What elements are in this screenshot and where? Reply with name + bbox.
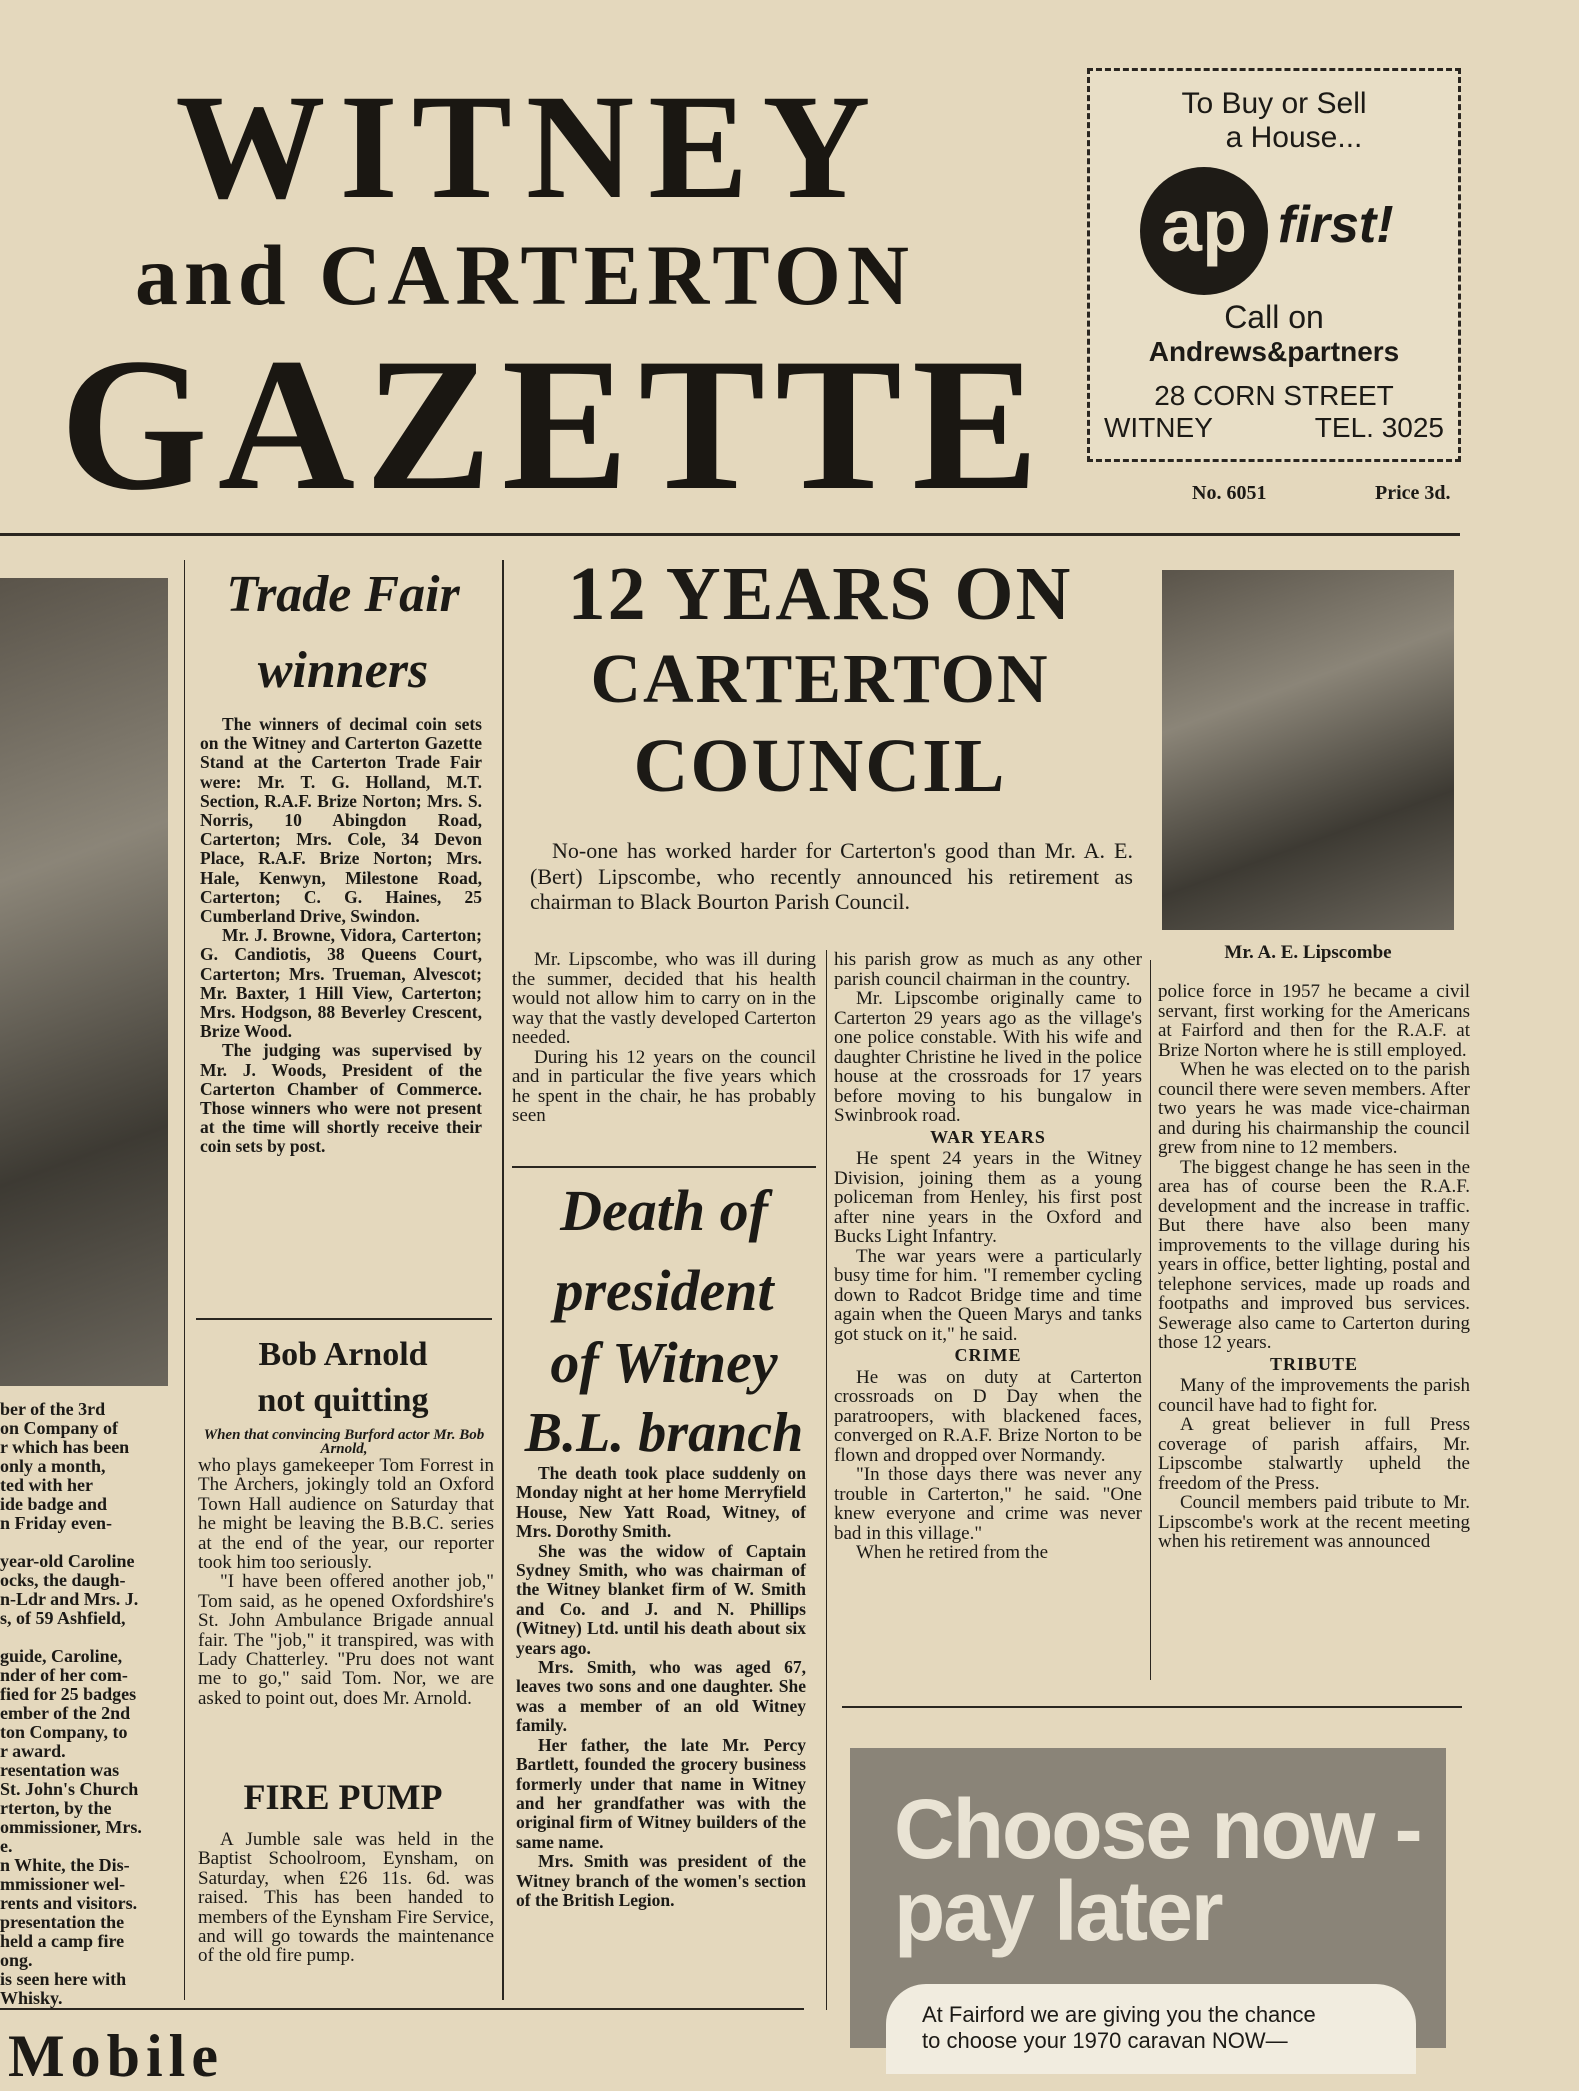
lipscombe-headline-3: COUNCIL	[633, 724, 1007, 808]
lipscombe-intro: No-one has worked harder for Carterton's good than Mr. A. E. (Bert) Lipscombe, who recently announced his retirement as chairman to Black Bourton Parish Council.	[530, 838, 1133, 914]
trade-fair-body: The winners of decimal coin sets on the Witney and Carterton Gazette Stand at the Carterton Trade Fair were: Mr. T. G. Holland, M.T. Section, R.A.F. Brize Norton; Mrs. S. Norris, 10 Abingdon Road, Carterton; Mrs. Cole, 34 Devon Place, R.A.F. Brize Norton; Mrs. Hale, Kenwyn, Milestone Road, Carterton; C. G. Haines, 25 Cumberland Drive, Swindon. Mr. J. Browne, Vidora, Carterton; G. Candiotis, 38 Queens Court, Carterton; Mrs. Trueman, Alvescot; Mr. Baxter, 1 Hill View, Carterton; Mrs. Hodgson, 88 Beverley Crescent, Brize Wood. The judging was supervised by Mr. J. Woods, President of the Carterton Chamber of Commerce. Those winners who were not present at the time will shortly receive their coin sets by post.	[200, 714, 482, 1157]
masthead-rule	[0, 533, 1460, 536]
ad-town: WITNEY	[1104, 412, 1213, 443]
ad-house: a House...	[1225, 121, 1363, 154]
left-strip-line: rents and visitors.	[0, 1893, 138, 1913]
ad-choose-now: Choose now -	[894, 1782, 1421, 1876]
death-body: The death took place suddenly on Monday night at her home Merryfield House, New Yatt Road, Witney, of Mrs. Dorothy Smith. She was the widow of Captain Sydney Smith, who was chairman of the Witney blanket firm of W. Smith and Co. and J. and N. Phillips (Witney) Ltd. until his death about six years ago. Mrs. Smith, who was aged 67, leaves two sons and one daughter. She was a member of an old Witney family. Her father, the late Mr. Percy Bartlett, founded the grocery business formerly under that name in Witney and her grandfather was with the original firm of Witney builders of the same name. Mrs. Smith was president of the Witney branch of the women's section of the British Legion.	[516, 1463, 806, 1910]
left-strip-line	[0, 1628, 175, 1647]
death-top-rule	[512, 1166, 816, 1168]
lipscombe-col-1: Mr. Lipscombe, who was ill during the summer, decided that his health would not allow him to carry on in the way that the vastly developed Carterton needed. During his 12 years on the council and in particular the five years which he spent in the chair, he has probably seen	[512, 949, 816, 1126]
war-years-subhead: WAR YEARS	[930, 1126, 1046, 1147]
ad-call-on: Call on	[1224, 299, 1324, 335]
left-strip-line: s, of 59 Ashfield,	[0, 1608, 126, 1628]
left-strip-line: mmissioner wel-	[0, 1874, 126, 1894]
lipscombe-col-2: his parish grow as much as any other parish council chairman in the country. Mr. Lipscombe originally came to Carterton 29 years ago as the village's one police constable. With his wife and daughter Christine he lived in the police house at the crossroads for 17 years before moving to his bungalow in Swinbrook road. WAR YEARS He spent 24 years in the Witney Division, joining them as a young policeman from Henley, his first post after nine years in the Oxford and Bucks Light Infantry. The war years were a particularly busy time for him. "I remember cycling down to Radcot Bridge time and time again when the Queen Marys and tanks got stuck on it," he said. CRIME He was on duty at Carterton crossroads on D Day when the paratroopers, with blackened faces, converged on R.A.F. Brize Norton to be flown and dropped over Normandy. "In those days there was never any trouble in Carterton," he said. "One knew everyone and crime was never bad in this village." When he retired from the	[834, 949, 1142, 1563]
tribute-subhead: TRIBUTE	[1269, 1353, 1359, 1374]
left-strip-line: year-old Caroline	[0, 1551, 135, 1571]
left-strip-line: fied for 25 badges	[0, 1684, 137, 1704]
estate-agent-advert	[1087, 68, 1461, 462]
col-rule-4	[1150, 960, 1151, 1680]
lipscombe-headline-2: CARTERTON	[590, 641, 1050, 718]
ad-first: first!	[1278, 196, 1394, 254]
ad-street: 28 CORN STREET	[1154, 380, 1394, 411]
left-strip-line: n Friday even-	[0, 1513, 112, 1533]
trade-fair-rule	[196, 1318, 492, 1320]
left-strip-line: resentation was	[0, 1760, 120, 1780]
bob-arnold-body: who plays gamekeeper Tom Forrest in The Archers, jokingly told an Oxford Town Hall audience on Saturday that he might be leaving the B.B.C. series at the end of the year, our reporter took him too seriously. "I have been offered another job," Tom said, as he opened Oxfordshire's St. John Ambulance Brigade annual fair. The "job," it transpired, was with Lady Chatterley. "Pru does not want me to go," said Tom. Nor, we are asked to point out, does Mr. Arnold.	[198, 1455, 494, 1709]
left-strip-line: Whisky.	[0, 1988, 63, 2008]
left-strip-line: presentation the	[0, 1912, 125, 1932]
left-strip-line: is seen here with	[0, 1969, 127, 1989]
col-rule-2	[502, 560, 504, 2000]
ad-text-1: At Fairford we are giving you the chance	[922, 2002, 1316, 2027]
left-strip-line: ocks, the daugh-	[0, 1570, 126, 1590]
ad-firm: Andrews&partners	[1148, 336, 1400, 367]
issue-number: No. 6051	[1192, 482, 1267, 504]
death-headline-3: of Witney	[550, 1330, 778, 1395]
left-strip-line: rterton, by the	[0, 1798, 112, 1818]
scout-photo	[0, 578, 168, 1386]
masthead-gazette: GAZETTE	[60, 320, 1049, 530]
bob-arnold-headline-2: not quitting	[257, 1382, 429, 1419]
ad-text-2: to choose your 1970 caravan NOW—	[922, 2028, 1288, 2053]
ad-top-rule	[842, 1706, 1462, 1708]
bottom-rule-left	[0, 2008, 804, 2010]
ap-logo-icon: ap	[1140, 167, 1268, 295]
masthead-witney: WITNEY	[175, 64, 885, 230]
left-strip-line: r award.	[0, 1741, 66, 1761]
left-strip-line: St. John's Church	[0, 1779, 139, 1799]
lipscombe-headline-1: 12 YEARS ON	[567, 552, 1073, 636]
bob-arnold-headline-1: Bob Arnold	[258, 1336, 428, 1373]
lipscombe-photo	[1162, 570, 1454, 930]
left-strip-line: ton Company, to	[0, 1722, 128, 1742]
trade-fair-headline-2: winners	[257, 642, 429, 699]
masthead-and-carterton: and CARTERTON	[134, 227, 916, 323]
lipscombe-col-3: police force in 1957 he became a civil servant, first working for the Americans at Fairford and then for the R.A.F. at Brize Norton where he is still employed. When he was elected on to the parish council there were seven members. After two years he was made vice-chairman and during his chairmanship the council grew from nine to 12 members. The biggest change he has seen in the area has of course been the R.A.F. development and the increase in traffic. But there have also been many improvements to the village during his years in office, better lighting, postal and telephone services, made up roads and footpaths and improved bus services. Sewerage also came to Carterton during those 12 years. TRIBUTE Many of the improvements the parish council have had to fight for. A great believer in full Press coverage of parish affairs, Mr. Lipscombe stalwartly upheld the freedom of the Press. Council members paid tribute to Mr. Lipscombe's work at the recent meeting when his retirement was announced	[1158, 981, 1471, 1552]
left-strip-text	[0, 1399, 175, 2008]
price: Price 3d.	[1375, 482, 1451, 504]
left-strip-line: n White, the Dis-	[0, 1855, 130, 1875]
fire-pump-body: A Jumble sale was held in the Baptist Schoolroom, Eynsham, on Saturday, when £26 11s. 6d. was raised. This has been handed to members of the Eynsham Fire Service, and will go towards the maintenance of the old fire pump.	[198, 1829, 494, 1967]
left-strip-line: r which has been	[0, 1437, 130, 1457]
left-strip-line: ide badge and	[0, 1494, 108, 1514]
left-strip-line: held a camp fire	[0, 1931, 125, 1951]
left-strip-line: ember of the 2nd	[0, 1703, 131, 1723]
death-headline-2: president	[554, 1258, 774, 1323]
trade-fair-headline-1: Trade Fair	[226, 566, 460, 623]
left-strip-line: ommissioner, Mrs.	[0, 1817, 142, 1837]
left-strip-line: ted with her	[0, 1475, 93, 1495]
fire-pump-headline: FIRE PUMP	[243, 1777, 443, 1817]
left-strip-line: on Company of	[0, 1418, 119, 1438]
left-strip-line: only a month,	[0, 1456, 106, 1476]
bob-arnold-intro: When that convincing Burford actor Mr. Bob Arnold,	[203, 1427, 485, 1457]
left-strip-line: nder of her com-	[0, 1665, 128, 1685]
crime-subhead: CRIME	[954, 1345, 1022, 1365]
ad-pay-later: pay later	[894, 1864, 1222, 1958]
left-strip-line: ber of the 3rd	[0, 1399, 106, 1419]
caravan-advert	[850, 1748, 1446, 2053]
left-strip-line: guide, Caroline,	[0, 1646, 123, 1666]
bottom-cut-headline: Mobile	[8, 2023, 224, 2089]
left-strip-line: e.	[0, 1836, 13, 1856]
col-rule-3	[826, 950, 827, 2010]
ad-tel: TEL. 3025	[1314, 412, 1444, 443]
death-headline-1: Death of	[560, 1178, 768, 1243]
left-strip-line: ong.	[0, 1950, 33, 1970]
col-rule-1	[184, 560, 185, 2000]
left-strip-line	[0, 1533, 175, 1552]
left-strip-line: n-Ldr and Mrs. J.	[0, 1589, 139, 1609]
ad-buy-sell: To Buy or Sell	[1181, 87, 1367, 120]
death-headline-4: B.L. branch	[524, 1402, 804, 1464]
photo-caption: Mr. A. E. Lipscombe	[1224, 942, 1392, 963]
